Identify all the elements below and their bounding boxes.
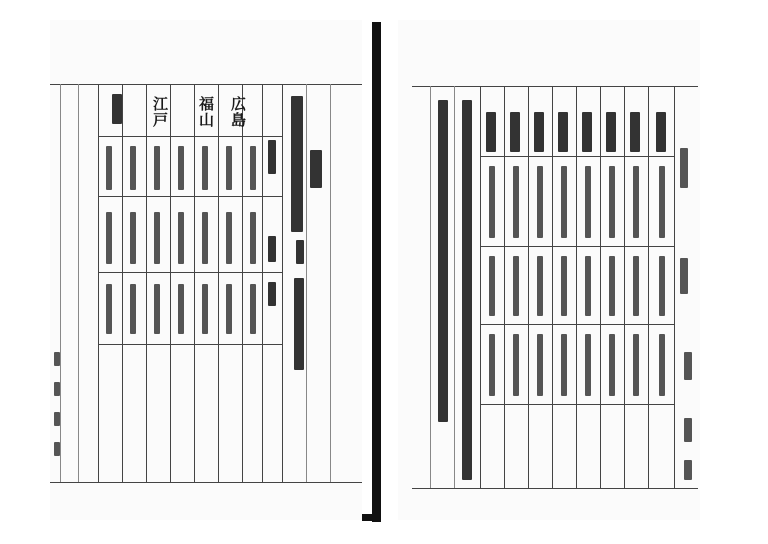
left-ruling-9: [242, 84, 243, 482]
left-ruling-4: [122, 84, 123, 482]
right-row-label-mark: [486, 112, 496, 152]
left-ruling-7: [194, 84, 195, 482]
right-row-label-mark: [534, 112, 544, 152]
left-page-heading-mark: [291, 96, 303, 232]
right-page-note-mark: [438, 100, 448, 422]
right-ruling-8: [600, 86, 601, 488]
right-ruling-6: [552, 86, 553, 488]
right-page-row-line-3: [480, 404, 674, 405]
left-figure-cell: [226, 146, 232, 190]
left-figure-cell: [250, 284, 256, 334]
right-ruling-5: [528, 86, 529, 488]
right-figure-cell: [633, 334, 639, 396]
left-figure-cell: [178, 212, 184, 264]
right-margin-mark: [684, 418, 692, 442]
right-figure-cell: [561, 166, 567, 238]
right-figure-cell: [585, 334, 591, 396]
left-figure-cell: [250, 146, 256, 190]
right-row-label-mark: [656, 112, 666, 152]
right-figure-cell: [537, 166, 543, 238]
right-figure-cell: [609, 166, 615, 238]
right-figure-cell: [585, 166, 591, 238]
left-column-header-mark: [112, 94, 122, 124]
right-row-label-mark: [582, 112, 592, 152]
right-figure-cell: [659, 334, 665, 396]
right-margin-mark: [684, 460, 692, 480]
right-figure-cell: [561, 334, 567, 396]
right-page-row-line-1: [480, 246, 674, 247]
left-figure-cell: [178, 284, 184, 334]
right-ruling-1: [430, 86, 431, 488]
left-ruling-1: [60, 84, 61, 482]
right-row-label-mark: [510, 112, 520, 152]
left-margin-mark: [54, 412, 60, 426]
left-margin-mark: [54, 382, 60, 396]
left-column-header: 広島: [229, 96, 247, 128]
left-figure-cell: [202, 146, 208, 190]
left-ruling-12: [306, 84, 307, 482]
right-page-note-mark: [462, 100, 472, 480]
right-ruling-2: [454, 86, 455, 488]
left-page-row-line-1: [98, 196, 282, 197]
left-figure-cell: [250, 212, 256, 264]
left-figure-cell: [154, 212, 160, 264]
left-ruling-2: [78, 84, 79, 482]
right-page-bottom-border: [412, 488, 698, 489]
right-margin-mark: [684, 352, 692, 380]
right-page-header-line: [480, 156, 674, 157]
left-ruling-13: [330, 84, 331, 482]
right-figure-cell: [609, 256, 615, 316]
right-figure-cell: [659, 256, 665, 316]
right-figure-cell: [659, 166, 665, 238]
left-figure-cell: [154, 146, 160, 190]
right-figure-cell: [537, 334, 543, 396]
right-figure-cell: [609, 334, 615, 396]
left-figure-cell: [106, 212, 112, 264]
left-page-bottom-border: [50, 482, 362, 483]
left-ruling-3: [98, 84, 99, 482]
left-page-heading-mark: [296, 240, 304, 264]
left-page-heading-mark: [294, 278, 304, 370]
left-figure-cell: [178, 146, 184, 190]
right-row-label-mark: [558, 112, 568, 152]
right-ruling-4: [504, 86, 505, 488]
left-page-top-border: [50, 84, 362, 85]
right-figure-cell: [561, 256, 567, 316]
left-figure-cell: [154, 284, 160, 334]
binding-spine-bottom: [362, 514, 374, 521]
right-figure-cell: [537, 256, 543, 316]
right-figure-cell: [513, 256, 519, 316]
left-page-heading-mark: [268, 236, 276, 262]
left-column-header: 福山: [197, 96, 215, 128]
right-ruling-9: [624, 86, 625, 488]
left-ruling-11: [282, 84, 283, 482]
left-page-heading-mark: [268, 282, 276, 306]
right-ruling-3: [480, 86, 481, 488]
right-margin-mark: [680, 258, 688, 294]
left-figure-cell: [202, 284, 208, 334]
left-page-heading-mark: [310, 150, 322, 188]
right-figure-cell: [513, 334, 519, 396]
left-figure-cell: [130, 146, 136, 190]
right-ruling-7: [576, 86, 577, 488]
right-margin-mark: [680, 148, 688, 188]
left-page-heading-mark: [268, 140, 276, 174]
right-row-label-mark: [606, 112, 616, 152]
left-page-header-line: [98, 136, 282, 137]
left-column-header: 江戸: [151, 96, 169, 128]
right-figure-cell: [633, 256, 639, 316]
left-ruling-8: [218, 84, 219, 482]
right-figure-cell: [489, 334, 495, 396]
right-ruling-11: [674, 86, 675, 488]
left-ruling-5: [146, 84, 147, 482]
binding-spine: [372, 22, 381, 522]
left-figure-cell: [106, 146, 112, 190]
right-figure-cell: [585, 256, 591, 316]
right-page-row-line-2: [480, 324, 674, 325]
left-page-row-line-2: [98, 272, 282, 273]
left-figure-cell: [226, 284, 232, 334]
left-figure-cell: [202, 212, 208, 264]
left-ruling-10: [262, 84, 263, 482]
left-page: [50, 20, 362, 520]
left-ruling-6: [170, 84, 171, 482]
left-figure-cell: [130, 284, 136, 334]
right-figure-cell: [513, 166, 519, 238]
right-row-label-mark: [630, 112, 640, 152]
left-margin-mark: [54, 442, 60, 456]
left-margin-mark: [54, 352, 60, 366]
left-figure-cell: [130, 212, 136, 264]
left-page-row-line-3: [98, 344, 282, 345]
right-figure-cell: [633, 166, 639, 238]
left-figure-cell: [106, 284, 112, 334]
right-figure-cell: [489, 166, 495, 238]
left-figure-cell: [226, 212, 232, 264]
right-ruling-10: [648, 86, 649, 488]
right-figure-cell: [489, 256, 495, 316]
